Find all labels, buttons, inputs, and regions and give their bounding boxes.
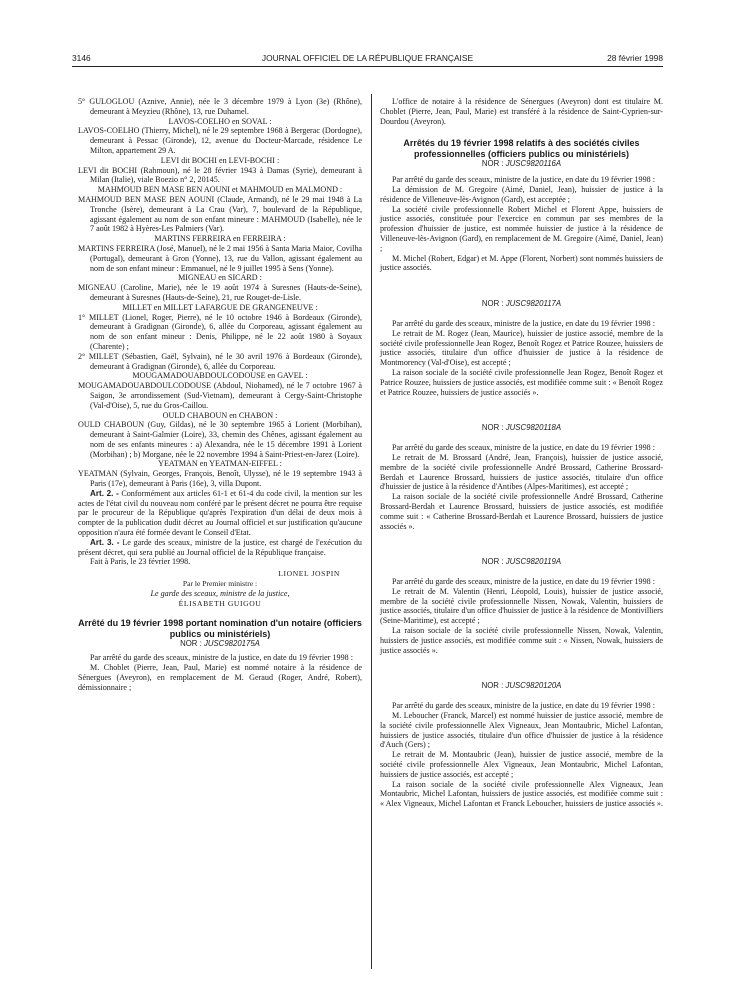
name-entry: MIGNEAU (Caroline, Marie), née le 19 août 1974 à Suresnes (Hauts-de-Seine), demeurant à Suresnes (Hauts-de-Seine), 21, rue Rouget-de-Lisle.: [78, 283, 362, 302]
signature-prime-minister: LIONEL JOSPIN: [278, 569, 340, 579]
article-3-label: Art. 3. -: [90, 537, 120, 547]
page-header: [72, 53, 663, 65]
arrete-title: Arrêté du 19 février 1998 portant nomination d'un notaire (officiers publics ou ministériels): [78, 618, 362, 639]
signature-by-line: Par le Premier ministre :: [182, 579, 258, 589]
arrete-paragraph: Le retrait de M. Montaubric (Jean), huissier de justice associé, membre de la société civile professionnelle Alex Vigneaux, Jean Montaubric, Michel Lafontan, huissiers de justice associés, est accepté ;: [380, 750, 663, 779]
arrete-paragraph: Par arrêté du garde des sceaux, ministre de la justice, en date du 19 février 1998 :: [392, 443, 655, 453]
arrete-paragraph: La raison sociale de la société civile professionnelle Alex Vigneaux, Jean Montaubric, Michel Lafontan, huissiers de justice associés, est modifiée comme suit : « Alex Vigneaux, Michel Lafontan et Franck Leboucher, huissiers de justice associés ».: [380, 779, 663, 809]
name-change-heading: LAVOS-COELHO en SOVAL :: [168, 116, 272, 126]
arrete-paragraph: La raison sociale de la société civile professionnelle André Brossard, Catherine Brossard-Berdah et Laurence Brossard, huissiers de justice associés, est modifiée comme suit : « Catherine Brossard-Berdah et Laurence Brossard, huissiers de justice associés ».: [380, 492, 663, 531]
signature-minister: ÉLISABETH GUIGOU: [178, 598, 262, 608]
arrete-paragraph: Par arrêté du garde des sceaux, ministre de la justice, en date du 19 février 1998 :: [90, 653, 353, 663]
name-change-heading: MOUGAMADOUABDOULCODOUSE en GAVEL :: [132, 371, 308, 381]
signature-title: Le garde des sceaux, ministre de la justice,: [150, 588, 290, 598]
article-2: [78, 489, 362, 538]
name-change-heading: MARTINS FERREIRA en FERREIRA :: [154, 234, 286, 244]
signature-place-date: Fait à Paris, le 23 février 1998.: [90, 557, 191, 567]
name-change-heading: MILLET en MILLET LAFARGUE DE GRANGENEUVE :: [122, 302, 318, 312]
arrete-paragraph: M. Choblet (Pierre, Jean, Paul, Marie) est nommé notaire à la résidence de Sénergues (Aveyron), en remplacement de M. Geraud (Roger, André, Robert), démissionnaire ;: [78, 663, 362, 692]
name-entry: 1° MILLET (Lionel, Roger, Pierre), né le 10 octobre 1946 à Bordeaux (Gironde), demeurant à Gradignan (Gironde), 6, allée du Corporeau, agissant également au nom de son enfant mineur : Denis, Philippe, né le 22 août 1980 à Soyaux (Charente) ;: [78, 312, 362, 351]
arretes-title: Arrêtés du 19 février 1998 relatifs à des sociétés civiles professionnelles (officiers publics ou ministériels): [403, 138, 640, 159]
arrete-paragraph: La démission de M. Gregoire (Aimé, Daniel, Jean), huissier de justice à la résidence de Villeneuve-lès-Avignon (Gard), est acceptée ;: [380, 184, 663, 204]
arrete-paragraph: Par arrêté du garde des sceaux, ministre de la justice, en date du 19 février 1998 :: [392, 318, 655, 328]
name-entry: OULD CHABOUN (Guy, Gildas), né le 30 septembre 1965 à Lorient (Morbihan), demeurant à Saint-Galmier (Loire), 33, chemin des Chênes, agissant également au nom de ses enfants mineures : a) Alexandra, née le 15 décembre 1991 à Lorient (Morbihan) ; b) Morgane, née le 22 novembre 1994 à Saint-Priest-en-Jarez (Loire).: [78, 420, 362, 459]
nor-reference: NOR : JUSC9820116A: [481, 159, 562, 169]
name-entry: MAHMOUD BEN MASE BEN AOUNI (Claude, Armand), né le 29 mai 1948 à La Tronche (Isère), demeurant à La Crau (Var), 7, boulevard de la République, agissant également au nom de son enfant mineure : MAHMOUD (Isabelle), née le 7 août 1982 à Hyères-Les Palmiers (Var).: [78, 194, 362, 234]
arrete-paragraph: La raison sociale de la société civile professionnelle Nissen, Nowak, Valentin, huissiers de justice associés, est modifiée comme suit : « Nissen, Nowak, huissiers de justice associés ».: [380, 626, 663, 655]
journal-title: JOURNAL OFFICIEL DE LA RÉPUBLIQUE FRANÇAISE: [261, 53, 474, 63]
right-column: [380, 97, 663, 809]
article-3-text: Le garde des sceaux, ministre de la justice, est chargé de l'exécution du présent décret, qui sera publié au Journal officiel de la République française.: [78, 537, 362, 557]
arrete-paragraph: La raison sociale de la société civile professionnelle Jean Rogez, Benoît Rogez et Patrice Rouzee, huissiers de justice associés, est modifiée comme suit : « Benoît Rogez et Patrice Rouzee, huissiers de justice associés ».: [380, 367, 663, 397]
arrete-paragraph: Le retrait de M. Brossard (André, Jean, François), huissier de justice associé, membre de la société civile professionnelle André Brossard, Catherine Brossard-Berdah et Laurence Brossard, huissiers de justice associés, titulaire d'un office d'huissier de justice à la résidence d'Antibes (Alpes-Maritimes), est accepté ;: [380, 452, 663, 492]
name-entry: 5° GULOGLOU (Aznive, Annie), née le 3 décembre 1979 à Lyon (3e) (Rhône), demeurant à Meyzieu (Rhône), 13, rue Duhamel.: [78, 97, 362, 116]
left-column: [78, 97, 362, 692]
name-entry: MARTINS FERREIRA (José, Manuel), né le 2 mai 1956 à Santa Maria Maior, Covilha (Portugal), demeurant à Gron (Yonne), 13, rue du Vallon, agissant également au nom de son enfant mineur : Emmanuel, né le 9 juillet 1995 à Sens (Yonne).: [78, 243, 362, 273]
issue-date: 28 février 1998: [607, 53, 663, 63]
article-2-label: Art. 2. -: [90, 488, 119, 498]
name-entry: YEATMAN (Sylvain, Georges, François, Benoît, Ulysse), né le 19 septembre 1943 à Paris (17e), demeurant à Paris (16e), 3, villa Dupont.: [78, 469, 362, 489]
name-change-heading: YEATMAN en YEATMAN-EIFFEL :: [158, 459, 282, 469]
page-number: 3146: [72, 53, 91, 63]
name-change-heading: MIGNEAU en SICARD :: [178, 273, 262, 283]
nor-reference: NOR : JUSC9820118A: [481, 423, 562, 433]
arrete-paragraph: L'office de notaire à la résidence de Sénergues (Aveyron) dont est titulaire M. Choblet (Pierre, Jean, Paul, Marie) est transféré à la résidence de Saint-Cyprien-sur-Dourdou (Aveyron).: [380, 97, 663, 126]
arrete-paragraph: M. Leboucher (Franck, Marcel) est nommé huissier de justice associé, membre de la société civile professionnelle Alex Vigneaux, Jean Montaubric, Michel Lafontan, huissiers de justice associés, titulaire d'un office d'huissier de justice à la résidence d'Auch (Gers) ;: [380, 711, 663, 750]
arrete-paragraph: M. Michel (Robert, Edgar) et M. Appe (Florent, Norbert) sont nommés huissiers de justice associés.: [380, 253, 663, 273]
article-2-text: Conformément aux articles 61-1 et 61-4 du code civil, la mention sur les actes de l'état civil du nouveau nom conféré par le présent décret ne pourra être requise par le procureur de la République qu'après l'expiration d'un délai de deux mois à compter de la publication dudit décret au Journal officiel et sur justification qu'aucune opposition n'aura été formée devant le Conseil d'Etat.: [78, 488, 362, 538]
arrete-paragraph: La société civile professionnelle Robert Michel et Florent Appe, huissiers de justice associés, constituée pour l'exercice en commun par ses membres de la profession d'huissier de justice, est nommée huissier de justice à la résidence de Villeneuve-lès-Avignon (Gard), en remplacement de M. Gregoire (Aimé, Daniel, Jean) ;: [380, 204, 663, 253]
arrete-paragraph: Par arrêté du garde des sceaux, ministre de la justice, en date du 19 février 1998 :: [392, 577, 655, 587]
arrete-paragraph: Le retrait de M. Rogez (Jean, Maurice), huissier de justice associé, membre de la société civile professionnelle Jean Rogez, Benoît Rogez et Patrice Rouzee, huissiers de justice associés, titulaire d'un office d'huissier de justice à la résidence de Montmorency (Val-d'Oise), est accepté ;: [380, 328, 663, 368]
arrete-paragraph: Par arrêté du garde des sceaux, ministre de la justice, en date du 19 février 1998 :: [392, 175, 655, 185]
arrete-paragraph: Par arrêté du garde des sceaux, ministre de la justice, en date du 19 février 1998 :: [392, 701, 655, 711]
name-entry: LAVOS-COELHO (Thierry, Michel), né le 29 septembre 1968 à Bergerac (Dordogne), demeurant à Pessac (Gironde), 12, avenue du Docteur-Marcade, résidence Le Milton, appartement 29 A.: [78, 126, 362, 155]
name-entry: MOUGAMADOUABDOULCODOUSE (Abdoul, Niohamed), né le 7 octobre 1967 à Saigon, 3e arrondissement (Sud-Vietnam), demeurant à Cergy-Saint-Christophe (Val-d'Oise), 5, rue du Gros-Caillou.: [78, 381, 362, 410]
arrete-paragraph: Le retrait de M. Valentin (Henri, Léopold, Louis), huissier de justice associé, membre de la société civile professionnelle Nissen, Nowak, Valentin, huissiers de justice associés, titulaire d'un office d'huissier de justice à la résidence de Montivilliers (Seine-Maritime), est accepté ;: [380, 586, 663, 626]
nor-reference: NOR : JUSC9820120A: [481, 681, 562, 691]
name-change-heading: LEVI dit BOCHI en LEVI-BOCHI :: [160, 155, 280, 165]
column-divider: [371, 94, 372, 969]
nor-reference: NOR : JUSC9820175A: [180, 639, 260, 649]
name-change-heading: OULD CHABOUN en CHABON :: [162, 410, 278, 420]
name-entry: LEVI dit BOCHI (Rahmoun), né le 28 février 1943 à Damas (Syrie), demeurant à Milan (Italie), viale Boezio n° 2, 20145.: [78, 165, 362, 185]
nor-reference: NOR : JUSC9820117A: [481, 299, 562, 309]
name-change-heading: MAHMOUD BEN MASE BEN AOUNI et MAHMOUD en MALMOND :: [97, 185, 343, 195]
nor-reference: NOR : JUSC9820119A: [481, 557, 562, 567]
header-rule: [72, 66, 663, 67]
name-entry: 2° MILLET (Sébastien, Gaël, Sylvain), né le 30 avril 1976 à Bordeaux (Gironde), demeurant à Gradignan (Gironde), 6, allée du Corporeau.: [78, 351, 362, 371]
article-3: [78, 538, 362, 558]
